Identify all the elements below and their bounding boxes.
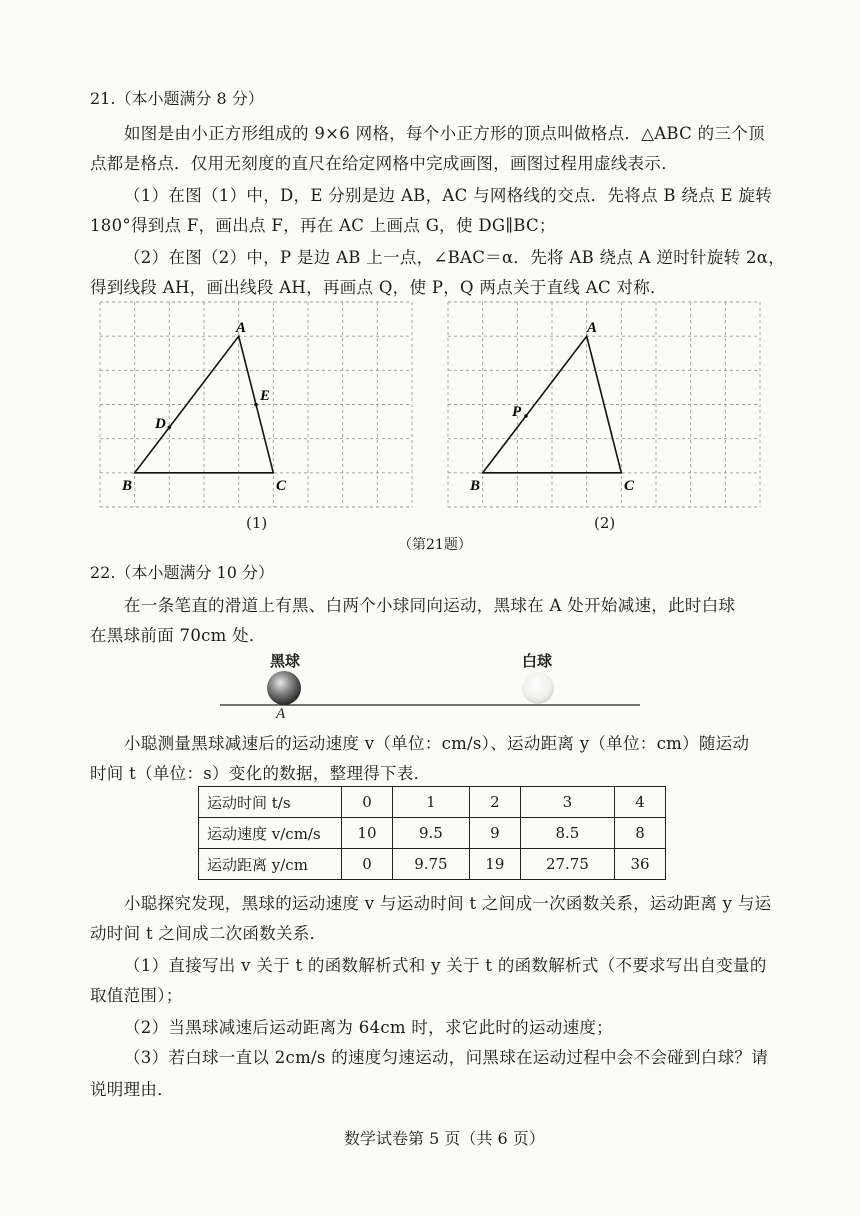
table-cell: 10 [342, 818, 393, 849]
q21-para-5: （2）在图（2）中，P 是边 AB 上一点，∠BAC＝α．先将 AB 绕点 A 逆时针旋转 2α， [124, 248, 786, 267]
table-cell: 2 [469, 787, 520, 818]
q22-para-7: （1）直接写出 v 关于 t 的函数解析式和 y 关于 t 的函数解析式（不要求写出自变量的 [124, 956, 767, 975]
label-c-1: C [276, 478, 287, 494]
q22-header: 22.（本小题满分 10 分） [90, 563, 274, 582]
q22-para-2: 在黑球前面 70cm 处． [90, 626, 266, 645]
table-cell: 1 [392, 787, 469, 818]
q22-para-11: 说明理由． [90, 1080, 174, 1099]
table-cell: 3 [520, 787, 614, 818]
black-ball-label: 黑球 [270, 652, 301, 670]
row-label: 运动时间 t/s [199, 787, 342, 818]
point-a-label: A [276, 706, 286, 722]
q22-para-3: 小聪测量黑球减速后的运动速度 v（单位：cm/s）、运动距离 y（单位：cm）随运动 [124, 734, 750, 753]
label-c-2: C [624, 478, 635, 494]
figure-2-grid [448, 302, 768, 514]
table-cell: 36 [615, 849, 666, 880]
table-row [199, 787, 666, 818]
table-cell: 8.5 [520, 818, 614, 849]
white-ball [522, 672, 554, 704]
motion-data-table [198, 786, 666, 880]
table-cell: 9 [469, 818, 520, 849]
q21-para-4: 180°得到点 F，画出点 F，再在 AC 上画点 G，使 DG∥BC； [90, 216, 556, 235]
figure-caption: （第21题） [398, 537, 472, 553]
q22-para-6: 动时间 t 之间成二次函数关系． [90, 924, 327, 943]
q22-para-8: 取值范围）； [90, 986, 183, 1005]
label-d-1: D [155, 416, 166, 432]
figure-1-grid [100, 302, 420, 514]
q22-para-10: （3）若白球一直以 2cm/s 的速度匀速运动，问黑球在运动过程中会不会碰到白球？请 [124, 1048, 768, 1067]
q22-para-5: 小聪探究发现，黑球的运动速度 v 与运动时间 t 之间成一次函数关系，运动距离 y 与运 [124, 894, 772, 913]
table-cell: 27.75 [520, 849, 614, 880]
black-ball [267, 671, 301, 705]
figure-2-label: (2) [594, 514, 616, 532]
label-b-1: B [122, 478, 133, 494]
q21-para-6: 得到线段 AH，画出线段 AH，再画点 Q，使 P，Q 两点关于直线 AC 对称． [90, 278, 667, 297]
q22-para-4: 时间 t（单位：s）变化的数据，整理得下表． [90, 764, 431, 783]
q21-header: 21.（本小题满分 8 分） [90, 89, 264, 108]
white-ball-label: 白球 [522, 652, 553, 670]
table-cell: 9.5 [392, 818, 469, 849]
label-b-2: B [470, 478, 481, 494]
table-cell: 4 [615, 787, 666, 818]
table-cell: 0 [342, 787, 393, 818]
table-cell: 8 [615, 818, 666, 849]
label-a-2: A [587, 320, 598, 336]
q22-para-9: （2）当黑球减速后运动距离为 64cm 时，求它此时的运动速度； [124, 1018, 613, 1037]
figure-1-label: (1) [246, 514, 268, 532]
table-cell: 19 [469, 849, 520, 880]
point-d-dot [168, 426, 172, 430]
row-label: 运动速度 v/cm/s [199, 818, 342, 849]
label-p-2: P [512, 404, 522, 420]
q21-para-3: （1）在图（1）中，D，E 分别是边 AB，AC 与网格线的交点．先将点 B 绕点 E 旋转 [124, 186, 773, 205]
page-footer: 数学试卷第 5 页（共 6 页） [344, 1129, 545, 1148]
table-row [199, 818, 666, 849]
table-row [199, 849, 666, 880]
q21-para-2: 点都是格点．仅用无刻度的直尺在给定网格中完成画图，画图过程用虚线表示． [90, 154, 678, 173]
point-e-dot [254, 403, 258, 407]
track-illustration [220, 668, 640, 708]
label-e-1: E [260, 388, 271, 404]
q21-para-1: 如图是由小正方形组成的 9×6 网格，每个小正方形的顶点叫做格点．△ABC 的三个顶 [124, 124, 765, 143]
label-a-1: A [236, 320, 247, 336]
point-p-dot [524, 414, 528, 418]
table-cell: 0 [342, 849, 393, 880]
table-cell: 9.75 [392, 849, 469, 880]
row-label: 运动距离 y/cm [199, 849, 342, 880]
q22-para-1: 在一条笔直的滑道上有黑、白两个小球同向运动，黑球在 A 处开始减速，此时白球 [124, 596, 736, 615]
